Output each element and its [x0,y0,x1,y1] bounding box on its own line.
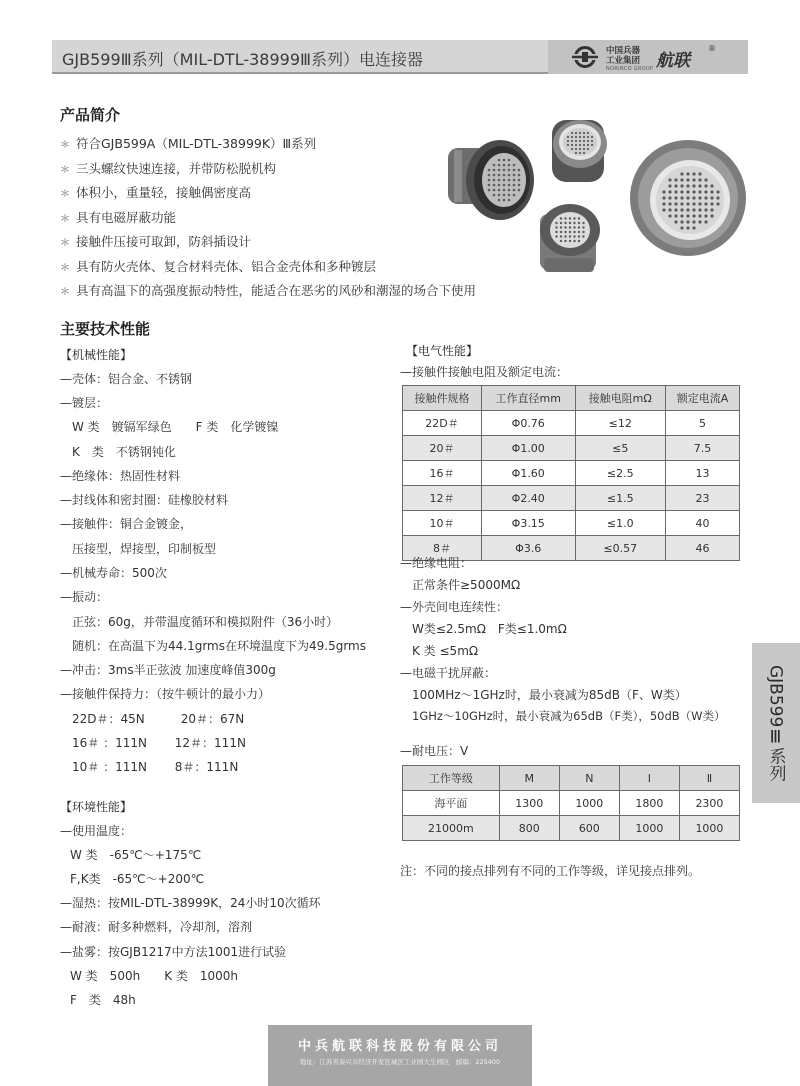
mechanical-line: —壳体：铝合金、不锈钢 [60,372,193,386]
environmental-line: F 类 48h [70,993,136,1007]
voltage-table-row [403,791,740,816]
note: 注：不同的接点排列有不同的工作等级，详见接点排列。 [400,864,701,878]
contact-cell: 12＃ [403,486,482,511]
intro-bullet-text: 具有电磁屏蔽功能 [76,209,177,225]
bullet-star-icon: ＊ [60,238,70,249]
voltage-cell: 1800 [619,791,679,816]
environmental-line: W 类 -65℃～+175℃ [70,848,202,862]
voltage-cell: 1000 [559,791,619,816]
voltage-table-row [403,816,740,841]
environmental-title: 【环境性能】 [60,800,133,814]
contact-cell: ≤0.57 [575,536,665,561]
contact-cell: Φ3.6 [481,536,575,561]
mechanical-line: 随机：在高温下为44.1grms在环境温度下为49.5grms [72,639,367,653]
electrical-title: 【电气性能】 [406,344,479,358]
electrical-line: —绝缘电阻： [400,556,473,570]
mechanical-line: 10＃ ：111N 8＃：111N [72,760,239,774]
voltage-header-cell: M [499,766,559,791]
contact-cell: 10＃ [403,511,482,536]
contact-cell: 22D＃ [403,411,482,436]
contact-cell: 23 [665,486,739,511]
voltage-table-body [403,791,740,841]
contact-cell: Φ2.40 [481,486,575,511]
side-tab [752,643,800,803]
mechanical-line: 16＃ ：111N 12＃：111N [72,736,246,750]
contact-cell: Φ1.00 [481,436,575,461]
specs-title: 主要技术性能 [60,320,151,338]
electrical-line: 1GHz～10GHz时，最小衰减为65dB（F类），50dB（W类） [412,709,726,723]
mechanical-line: —接触件保持力：（按牛顿计的最小力） [60,687,271,701]
mechanical-title: 【机械性能】 [60,348,133,362]
voltage-cell: 800 [499,816,559,841]
contact-cell: ≤2.5 [575,461,665,486]
intro-bullet-text: 具有高温下的高强度振动特性，能适合在恶劣的风砂和潮湿的场合下使用 [76,283,477,298]
intro-bullet-text: 三头螺纹快速连接，并带防松脱机构 [76,160,277,176]
footer-address: 地址：江苏省泰兴市经济开发区城区工业园大生园区 邮编：225400 [299,1058,501,1066]
logo-cn-bottom: 工业集团 [606,56,641,66]
page-title: GJB599Ⅲ系列（MIL-DTL-38999Ⅲ系列）电连接器 [62,50,424,69]
contact-cell: 46 [665,536,739,561]
logo-cn-top: 中国兵器 [606,46,641,56]
mechanical-line: 正弦：60g，并带温度循环和模拟附件（36小时） [72,615,339,629]
bullet-star-icon: ＊ [60,213,70,225]
mechanical-line: —接触件：铜合金镀金， [60,517,193,531]
voltage-table [402,765,740,841]
electrical-line: W类≤2.5mΩ F类≤1.0mΩ [412,622,567,636]
mechanical-line: —振动： [60,590,109,604]
contact-cell: ≤12 [575,411,665,436]
electrical-line: 正常条件≥5000MΩ [412,578,521,592]
voltage-header-cell: 工作等级 [403,766,500,791]
mechanical-line: 压接型，焊接型，印制板型 [72,542,217,556]
electrical-line: 100MHz～1GHz时，最小衰减为85dB（F、W类） [412,688,687,702]
bullet-star-icon: ＊ [60,140,70,151]
voltage-cell: 海平面 [403,791,500,816]
electrical-line: K 类 ≤5mΩ [412,644,479,658]
mechanical-line: —镀层： [60,396,109,410]
electrical-line: —电磁干扰屏蔽： [400,666,497,680]
left-column [60,0,400,1020]
environmental-line: —盐雾：按GJB1217中方法1001进行试验 [60,945,287,959]
voltage-cell: 1300 [499,791,559,816]
mechanical-line: —封线体和密封圈：硅橡胶材料 [60,493,229,507]
contact-cell: 13 [665,461,739,486]
contact-cell: 16＃ [403,461,482,486]
footer [268,1025,532,1086]
environmental-line: W 类 500h K 类 1000h [70,969,239,983]
side-tab-label: GJB599Ⅲ系列 [765,664,786,782]
contact-cell: ≤5 [575,436,665,461]
intro-bullet-text: 符合GJB599A（MIL-DTL-38999K）Ⅲ系列 [76,136,317,151]
contact-cell: ≤1.5 [575,486,665,511]
mechanical-line: K 类 不锈钢钝化 [72,445,176,459]
mechanical-line: —绝缘体：热固性材料 [60,469,181,483]
contact-cell: 20＃ [403,436,482,461]
environmental-line: —湿热：按MIL-DTL-38999K，24小时10次循环 [60,896,321,910]
contact-cell: 8＃ [403,536,482,561]
contact-cell: Φ1.60 [481,461,575,486]
contact-table-title: —接触件接触电阻及额定电流： [400,365,569,379]
contact-header-cell: 接触件规格 [403,386,482,411]
logo-english: NORINCO GROUP [606,66,654,72]
voltage-cell: 1000 [619,816,679,841]
bullet-star-icon: ＊ [60,262,70,274]
electrical-line: —外壳间电连续性： [400,600,509,614]
intro-title: 产品简介 [60,106,121,124]
mechanical-line: —机械寿命：500次 [60,566,167,580]
voltage-cell: 600 [559,816,619,841]
bullet-star-icon: ＊ [60,287,70,298]
environmental-line: F,K类 -65℃～+200℃ [70,872,205,886]
voltage-header-cell: N [559,766,619,791]
contact-cell: Φ3.15 [481,511,575,536]
mechanical-line: W 类 镀镉军绿色 F 类 化学镀镍 [72,420,279,434]
electrical-line: —耐电压：V [400,744,469,758]
registered-mark: ® [708,44,716,53]
mechanical-line: 22D＃：45N 20＃：67N [72,712,245,726]
bullet-star-icon: ＊ [60,164,70,176]
voltage-header-cell: Ⅱ [679,766,739,791]
intro-bullet-text: 体积小，重量轻，接触偶密度高 [76,185,252,200]
contact-cell: 40 [665,511,739,536]
contact-cell: 5 [665,411,739,436]
voltage-table-header [403,766,740,791]
intro-bullet-text: 具有防火壳体、复合材料壳体、铝合金壳体和多种镀层 [76,258,377,274]
contact-header-cell: 工作直径mm [481,386,575,411]
bullet-star-icon: ＊ [60,189,70,200]
contact-cell: Φ0.76 [481,411,575,436]
contact-cell: 7.5 [665,436,739,461]
contact-header-cell: 额定电流A [665,386,739,411]
logo-brand: 航联 [656,51,690,71]
environmental-line: —耐液：耐多种燃料，冷却剂，溶剂 [60,920,253,934]
voltage-cell: 21000m [403,816,500,841]
intro-bullet-text: 接触件压接可取卸，防斜插设计 [76,234,252,249]
contact-cell: ≤1.0 [575,511,665,536]
footer-company: 中兵航联科技股份有限公司 [297,1039,502,1054]
voltage-header-cell: Ⅰ [619,766,679,791]
voltage-cell: 1000 [679,816,739,841]
mechanical-line: —冲击：3ms半正弦波 加速度峰值300g [60,663,276,677]
environmental-line: —使用温度： [60,824,133,838]
contact-header-cell: 接触电阻mΩ [575,386,665,411]
voltage-cell: 2300 [679,791,739,816]
